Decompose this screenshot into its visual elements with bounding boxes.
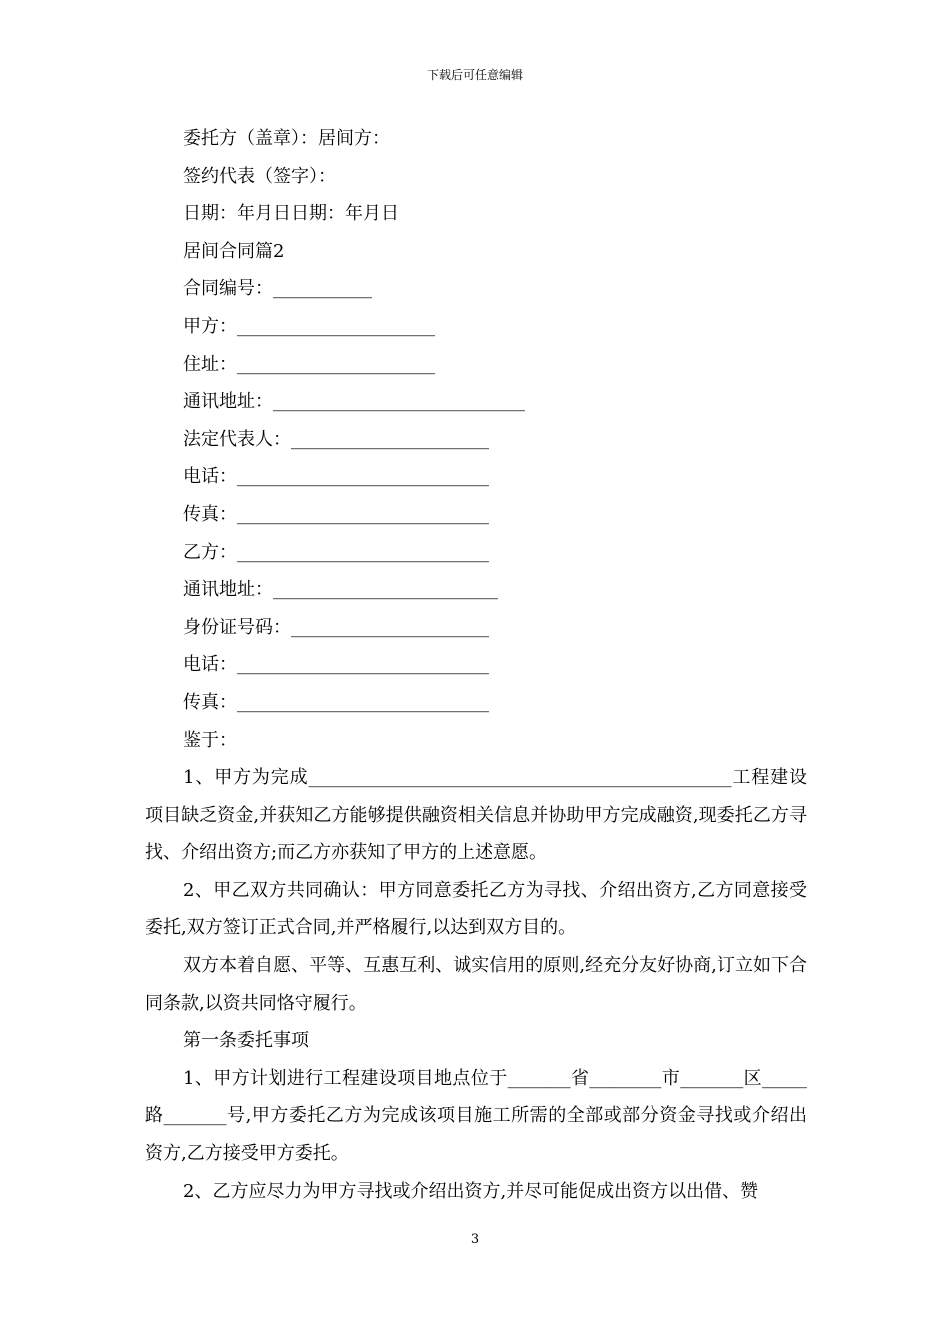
signature-line-representative: 签约代表（签字）： (183, 165, 336, 187)
party-a-mailing-address-field: 通讯地址：____________________________ (183, 391, 525, 413)
signature-line-date: 日期：年月日日期：年月日 (183, 203, 399, 225)
party-b-id-number-field: 身份证号码：______________________ (183, 616, 489, 638)
whereas-heading: 鉴于： (183, 729, 237, 751)
page-header-note: 下载后可任意编辑 (426, 68, 523, 82)
article-1-heading: 第一条委托事项 (183, 1030, 309, 1052)
legal-representative-field: 法定代表人：______________________ (183, 428, 489, 450)
party-b-mailing-address-field: 通讯地址：_________________________ (183, 579, 498, 601)
party-a-phone-field: 电话：____________________________ (183, 466, 489, 488)
party-a-fax-field: 传真：____________________________ (183, 503, 489, 525)
whereas-paragraph-2: 2、甲乙双方共同确认：甲方同意委托乙方为寻找、介绍出资方,乙方同意接受委托,双方签订正式合同,并严格履行,以达到双方目的。 (145, 879, 807, 939)
party-a-address-field: 住址：______________________ (183, 353, 435, 375)
page-number: 3 (470, 1232, 480, 1247)
document-body (145, 120, 807, 1210)
party-a-field: 甲方：______________________ (183, 315, 435, 337)
signature-line-principal: 委托方（盖章）：居间方： (183, 128, 390, 149)
section-title: 居间合同篇2 (183, 240, 285, 262)
agreement-preamble-paragraph: 双方本着自愿、平等、互惠互利、诚实信用的原则,经充分友好协商,订立如下合同条款,以资共同恪守履行。 (145, 955, 807, 1014)
party-b-fax-field: 传真：____________________________ (183, 691, 489, 713)
contract-number-field: 合同编号：___________ (183, 278, 372, 300)
party-b-phone-field: 电话：____________________________ (183, 654, 489, 676)
whereas-paragraph-1: 1、甲方为完成_______________________________________________工程建设项目缺乏资金,并获知乙方能够提供融资相关信息并协助甲方完成融资,现委托乙方寻找、介绍出资方;而乙方亦获知了甲方的上述意愿。 (145, 767, 807, 864)
article-1-clause-1: 1、甲方计划进行工程建设项目地点位于_______省________市_______区_____路_______号,甲方委托乙方为完成该项目施工所需的全部或部分资金寻找或介绍出资方,乙方接受甲方委托。 (145, 1067, 807, 1165)
article-1-clause-2: 2、乙方应尽力为甲方寻找或介绍出资方,并尽可能促成出资方以出借、赞 (183, 1180, 759, 1202)
party-b-field: 乙方：____________________________ (183, 541, 489, 563)
